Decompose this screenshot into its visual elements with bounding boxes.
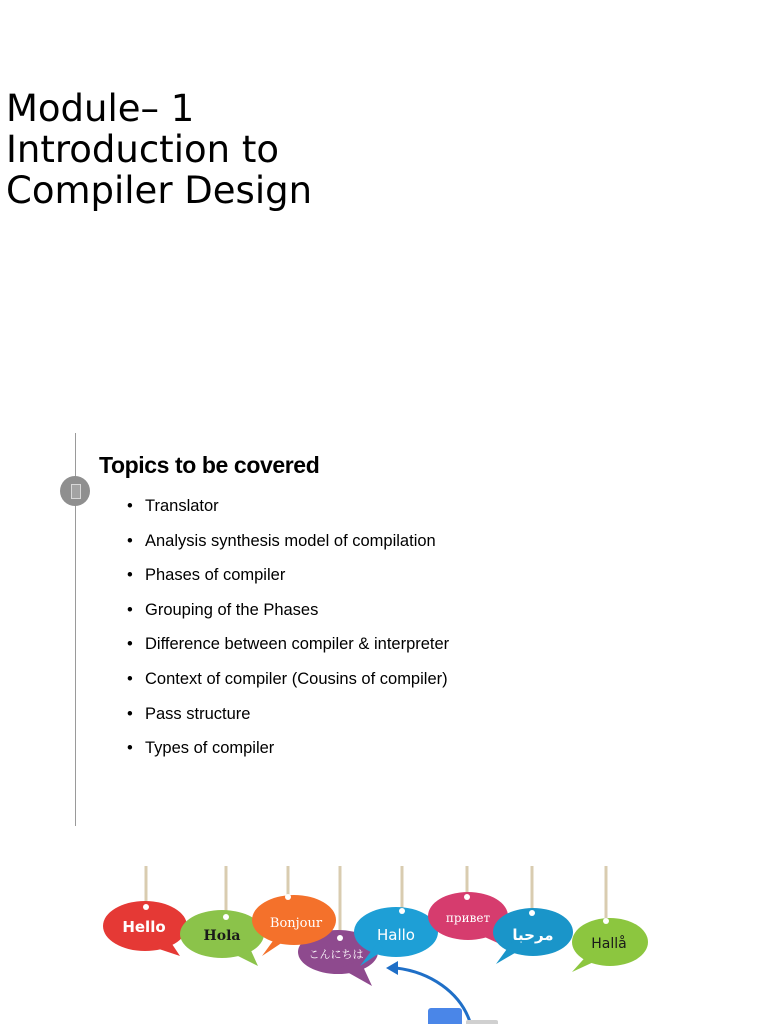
blue-block bbox=[428, 1008, 462, 1024]
topic-item: • Difference between compiler & interpreter bbox=[127, 632, 449, 667]
slide-title bbox=[6, 88, 706, 211]
topic-item: • Types of compiler bbox=[127, 736, 449, 771]
topic-item: • Pass structure bbox=[127, 702, 449, 737]
bonjour-text: Bonjour bbox=[269, 916, 323, 931]
hola-text: Hola bbox=[203, 928, 241, 944]
marhaba-text: مرحبا bbox=[512, 926, 554, 944]
topic-item: • Translator bbox=[127, 494, 449, 529]
topics-list bbox=[127, 494, 449, 771]
privet-text: привет bbox=[445, 911, 491, 925]
hello-text: Hello bbox=[122, 918, 166, 936]
hallo-text: Hallo bbox=[377, 926, 415, 944]
greeting-tags-illustration bbox=[0, 860, 768, 1024]
topic-item: • Analysis synthesis model of compilation bbox=[127, 529, 449, 564]
halla-bubble bbox=[572, 918, 648, 972]
hello-bubble bbox=[103, 901, 187, 956]
greeting-tags-svg bbox=[0, 860, 768, 1024]
topics-heading: Topics to be covered bbox=[99, 452, 320, 478]
marhaba-bubble bbox=[493, 908, 573, 964]
placeholder-image-icon bbox=[60, 476, 90, 506]
topic-item: • Grouping of the Phases bbox=[127, 598, 449, 633]
title-line-1: Module– 1 bbox=[6, 87, 195, 130]
grey-block bbox=[466, 1020, 498, 1024]
title-line-3: Compiler Design bbox=[6, 169, 313, 212]
konnichiwa-text: こんにちは bbox=[308, 948, 364, 961]
topic-item: • Phases of compiler bbox=[127, 563, 449, 598]
hola-bubble bbox=[180, 910, 264, 966]
halla-text: Hallå bbox=[591, 936, 627, 952]
title-line-2: Introduction to bbox=[6, 128, 279, 171]
topic-item: • Context of compiler (Cousins of compiler) bbox=[127, 667, 449, 702]
